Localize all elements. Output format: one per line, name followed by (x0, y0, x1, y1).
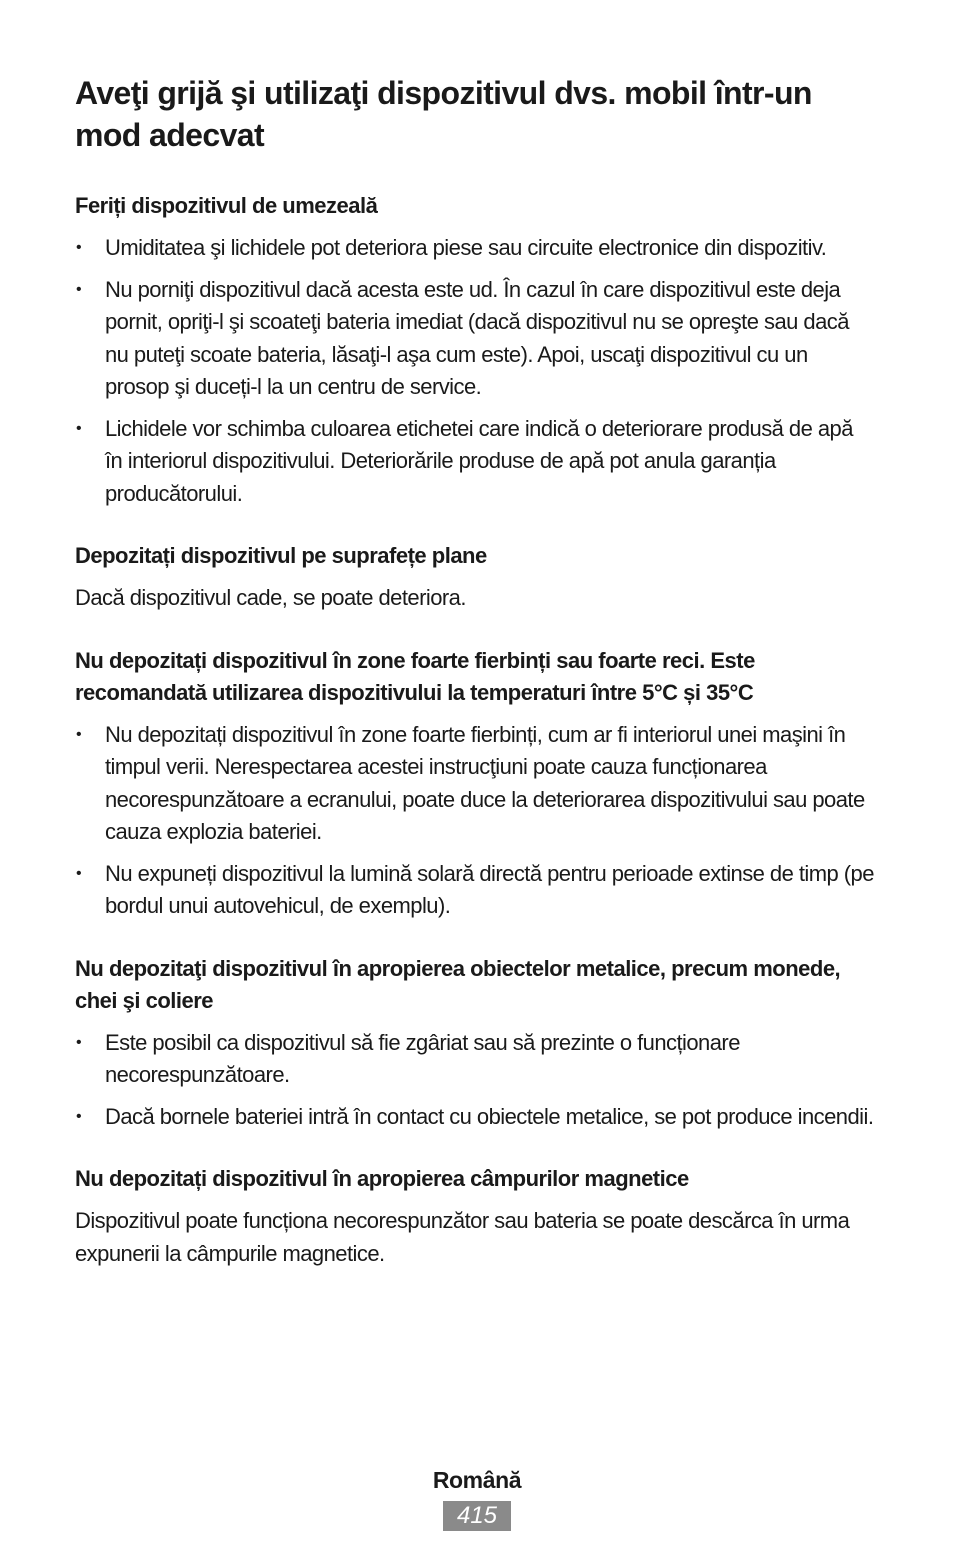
list-item (75, 1027, 875, 1092)
bullet-list (75, 1027, 875, 1134)
section-heading: Depozitați dispozitivul pe suprafețe plane (75, 543, 487, 568)
bullet-icon: • (76, 239, 82, 256)
page-title: Aveţi grijă şi utilizaţi dispozitivul dvs. mobil într-un mod adecvat (75, 75, 812, 153)
list-item-text: Dacă bornele bateriei intră în contact cu obiectele metalice, se pot produce incendii. (105, 1103, 874, 1129)
list-item (75, 1101, 875, 1134)
list-item-text: Umiditatea şi lichidele pot deteriora piese sau circuite electronice din dispozitiv. (105, 235, 827, 260)
section-flat-surfaces (75, 540, 875, 615)
bullet-list (75, 232, 875, 510)
section-moisture (75, 190, 875, 510)
list-item (75, 274, 875, 404)
section-heading: Nu depozitaţi dispozitivul în apropierea obiectelor metalice, precum monede, chei şi coliere (75, 955, 841, 1013)
section-heading: Feriți dispozitivul de umezeală (75, 193, 378, 218)
list-item-text: Nu porniţi dispozitivul dacă acesta este ud. În cazul în care dispozitivul este deja pornit, opriţi-l şi scoateţi bateria imediat (dacă dispozitivul nu se opreşte sau dacă nu puteţi scoate bateria, lăsaţi-l aşa cum este). Apoi, uscaţi dispozitivul cu un prosop şi duceți-l la un centru de service. (105, 276, 849, 399)
section-heading: Nu depozitați dispozitivul în apropierea câmpurilor magnetice (75, 1166, 689, 1191)
bullet-icon: • (76, 1107, 82, 1125)
section-temperature (75, 645, 875, 923)
bullet-icon: • (76, 725, 82, 743)
list-item (75, 858, 875, 923)
list-item-text: Nu depozitați dispozitivul în zone foarte fierbinți, cum ar fi interiorul unei maşini în timpul verii. Nerespectarea acestei instrucţiuni poate cauza funcționarea necorespunzătoare a ecranului, poate duce la deteriorarea dispozitivului sau poate cauza explozia bateriei. (105, 721, 865, 844)
list-item (75, 232, 875, 265)
bullet-icon: • (76, 419, 82, 437)
footer-language: Română (432, 1467, 522, 1493)
section-metal-objects (75, 953, 875, 1134)
list-item-text: Este posibil ca dispozitivul să fie zgâriat sau să prezinte o funcționare necorespunzătoare. (105, 1029, 740, 1087)
section-paragraph: Dacă dispozitivul cade, se poate deteriora. (75, 585, 466, 610)
list-item (75, 413, 875, 511)
list-item-text: Nu expuneți dispozitivul la lumină solară directă pentru perioade extinse de timp (pe bordul unui autovehicul, de exemplu). (105, 860, 874, 918)
page-number: 415 (443, 1501, 511, 1531)
bullet-icon: • (76, 280, 82, 298)
page-content (75, 72, 875, 1300)
list-item (75, 719, 875, 849)
list-item-text: Lichidele vor schimba culoarea etichetei care indică o deteriorare produsă de apă în interiorul dispozitivului. Deteriorările produse de apă pot anula garanția producătorului. (105, 415, 853, 506)
bullet-list (75, 719, 875, 923)
section-magnetic-fields (75, 1163, 875, 1270)
section-heading: Nu depozitați dispozitivul în zone foarte fierbinți sau foarte reci. Este recomandată utilizarea dispozitivului la temperaturi între 5°C și 35°C (75, 647, 755, 705)
page-footer (0, 1463, 954, 1531)
section-paragraph: Dispozitivul poate funcționa necorespunzător sau bateria se poate descărca în urma expunerii la câmpurile magnetice. (75, 1208, 850, 1266)
bullet-icon: • (76, 864, 82, 882)
bullet-icon: • (76, 1033, 82, 1051)
